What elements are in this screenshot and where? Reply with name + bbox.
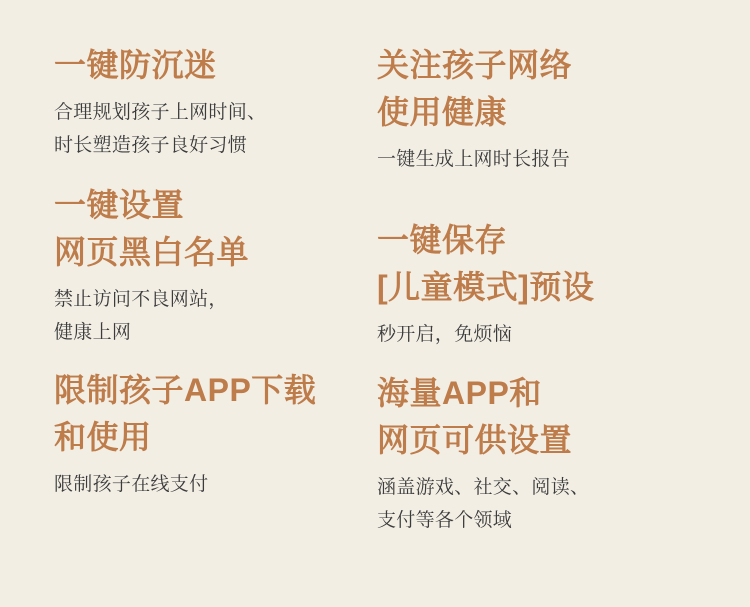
feature-save-kids-mode-preset [377,217,594,351]
feature-description-line: 支付等各个领域 [377,510,513,531]
feature-app-restriction [54,367,316,501]
feature-title-line: 一键保存 [377,222,508,258]
feature-title-line: 一键防沉迷 [54,47,217,83]
feature-title-line: 限制孩子APP下载 [54,372,317,408]
feature-title-line: 关注孩子网络 [377,47,573,83]
feature-description-line: 时长塑造孩子良好习惯 [54,135,248,156]
feature-title-line: 和使用 [54,419,152,455]
feature-title [54,182,249,276]
feature-title [377,370,589,464]
feature-description [377,318,594,351]
feature-description-line: 秒开启，免烦恼 [377,324,513,345]
feature-web-blacklist-whitelist [54,182,249,349]
feature-description-line: 合理规划孩子上网时间、 [54,102,267,123]
feature-description [54,96,266,162]
feature-title-line: 海量APP和 [377,375,542,411]
feature-description [54,283,249,349]
feature-title [54,367,316,461]
feature-title [377,217,594,311]
feature-description [377,143,572,176]
feature-description-line: 限制孩子在线支付 [54,474,209,495]
feature-description-line: 健康上网 [54,322,132,343]
feature-title-line: 网页可供设置 [377,422,573,458]
feature-description [377,471,589,537]
feature-title-line: 一键设置 [54,187,185,223]
feature-description-line: 禁止访问不良网站， [54,289,228,310]
feature-title-line: 使用健康 [377,94,508,130]
feature-description-line: 涵盖游戏、社交、阅读、 [377,477,590,498]
feature-description [54,468,316,501]
feature-anti-addiction [54,42,266,162]
feature-title [377,42,572,136]
feature-usage-health [377,42,572,176]
feature-title-line: [儿童模式]预设 [377,269,595,305]
feature-description-line: 一键生成上网时长报告 [377,149,571,170]
feature-app-web-coverage [377,370,589,537]
feature-title-line: 网页黑白名单 [54,234,250,270]
feature-title [54,42,266,89]
